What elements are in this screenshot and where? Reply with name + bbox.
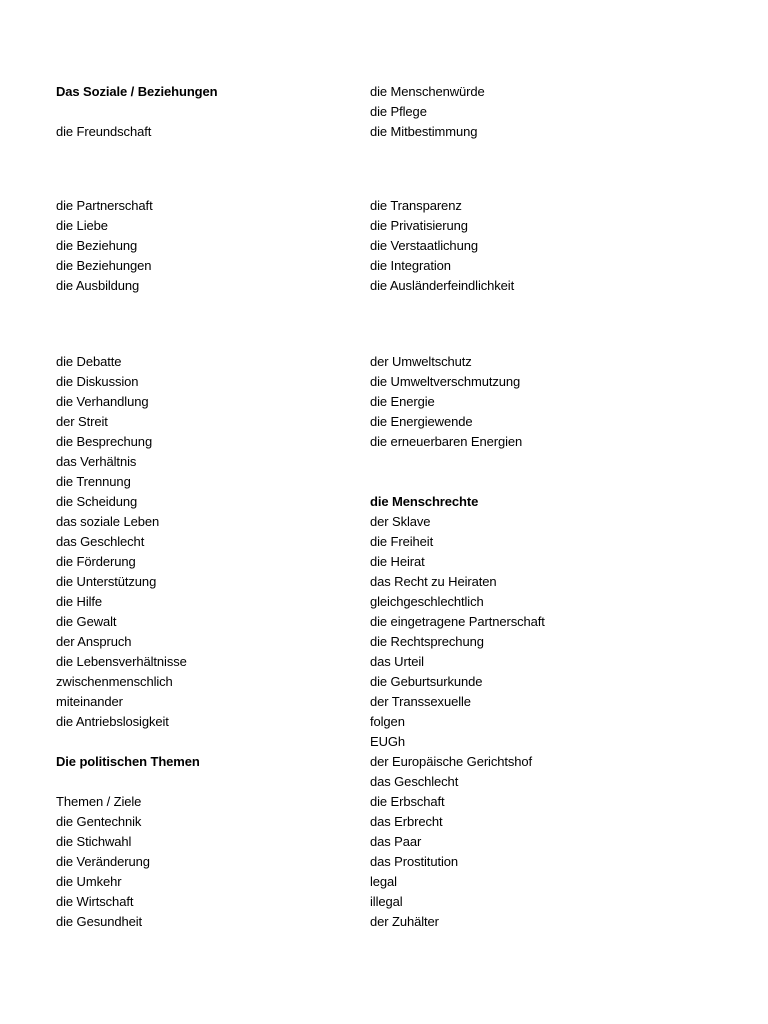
vocab-term-die-antriebslosigkeit: die Antriebslosigkeit [56,714,169,729]
vocab-term-das-prostitution: das Prostitution [370,854,459,869]
vocab-term-der-umweltschutz: der Umweltschutz [370,354,472,369]
vocab-term-zwischenmenschlich: zwischenmenschlich [56,674,173,689]
vocab-term-die-unterstuetzung: die Unterstützung [56,574,157,589]
vocab-term-eugh: EUGh [370,734,406,749]
vocab-term-das-paar: das Paar [370,834,422,849]
vocab-term-die-rechtsprechung: die Rechtsprechung [370,634,484,649]
vocab-term-die-erbschaft: die Erbschaft [370,794,445,809]
vocab-term-die-freundschaft: die Freundschaft [56,124,152,139]
vocab-term-die-gewalt: die Gewalt [56,614,117,629]
vocab-term-legal: legal [370,874,397,889]
vocab-term-themen-ziele: Themen / Ziele [56,794,142,809]
vocab-term-die-beziehung: die Beziehung [56,238,138,253]
vocab-term-die-lebensverhaeltnisse: die Lebensverhältnisse [56,654,187,669]
vocab-term-der-zuhaelter: der Zuhälter [370,914,439,929]
vocab-term-die-erneuerbaren-energien: die erneuerbaren Energien [370,434,523,449]
vocab-term-gleichgeschlechtlich: gleichgeschlechtlich [370,594,484,609]
vocab-term-die-beziehungen: die Beziehungen [56,258,152,273]
vocab-term-die-eingetragene-partnerschaft: die eingetragene Partnerschaft [370,614,545,629]
vocab-term-die-besprechung: die Besprechung [56,434,153,449]
vocab-term-das-soziale-leben: das soziale Leben [56,514,160,529]
vocab-term-miteinander: miteinander [56,694,123,709]
vocab-term-folgen: folgen [370,714,405,729]
vocab-term-der-anspruch: der Anspruch [56,634,132,649]
vocab-term-der-europaeische-gerichtshof: der Europäische Gerichtshof [370,754,533,769]
vocab-term-die-energie: die Energie [370,394,435,409]
vocab-term-die-menschenwuerde: die Menschenwürde [370,84,485,99]
vocab-term-die-scheidung: die Scheidung [56,494,138,509]
vocab-term-das-recht-zu-heiraten: das Recht zu Heiraten [370,574,497,589]
vocab-term-die-freiheit: die Freiheit [370,534,434,549]
vocab-term-die-foerderung: die Förderung [56,554,136,569]
vocab-term-das-erbrecht: das Erbrecht [370,814,443,829]
vocab-term-die-mitbestimmung: die Mitbestimmung [370,124,478,139]
vocab-term-die-heirat: die Heirat [370,554,425,569]
vocab-term-die-umweltverschmutzung: die Umweltverschmutzung [370,374,521,389]
vocab-term-die-pflege: die Pflege [370,104,427,119]
section-heading-die-politischen-themen: Die politischen Themen [56,754,200,769]
vocab-term-das-verhaeltnis: das Verhältnis [56,454,137,469]
vocab-term-die-ausbildung: die Ausbildung [56,278,140,293]
vocab-term-das-urteil: das Urteil [370,654,424,669]
vocab-term-die-auslaenderfeindlichkeit: die Ausländerfeindlichkeit [370,278,515,293]
vocab-term-die-partnerschaft: die Partnerschaft [56,198,153,213]
vocab-term-die-gesundheit: die Gesundheit [56,914,143,929]
vocab-term-die-gentechnik: die Gentechnik [56,814,142,829]
vocab-term-die-debatte: die Debatte [56,354,122,369]
vocab-term-die-diskussion: die Diskussion [56,374,139,389]
vocab-term-die-wirtschaft: die Wirtschaft [56,894,134,909]
vocab-term-die-stichwahl: die Stichwahl [56,834,132,849]
vocab-term-das-geschlecht: das Geschlecht [56,534,145,549]
vocab-term-die-liebe: die Liebe [56,218,108,233]
vocab-term-die-umkehr: die Umkehr [56,874,122,889]
vocab-term-die-geburtsurkunde: die Geburtsurkunde [370,674,483,689]
section-heading-das-soziale-beziehungen: Das Soziale / Beziehungen [56,84,218,99]
vocab-term-der-streit: der Streit [56,414,108,429]
vocab-term-die-verstaatlichung: die Verstaatlichung [370,238,478,253]
vocab-term-der-transsexuelle: der Transsexuelle [370,694,471,709]
vocab-term-die-veraenderung: die Veränderung [56,854,150,869]
section-heading-die-menschrechte: die Menschrechte [370,494,479,509]
vocab-term-die-integration: die Integration [370,258,451,273]
vocab-term-der-sklave: der Sklave [370,514,431,529]
vocab-term-die-trennung: die Trennung [56,474,131,489]
vocab-term-die-transparenz: die Transparenz [370,198,462,213]
vocab-term-das-geschlecht: das Geschlecht [370,774,459,789]
vocab-term-die-privatisierung: die Privatisierung [370,218,468,233]
vocab-term-die-verhandlung: die Verhandlung [56,394,149,409]
vocab-term-die-hilfe: die Hilfe [56,594,103,609]
vocab-term-illegal: illegal [370,894,403,909]
vocab-term-die-energiewende: die Energiewende [370,414,473,429]
